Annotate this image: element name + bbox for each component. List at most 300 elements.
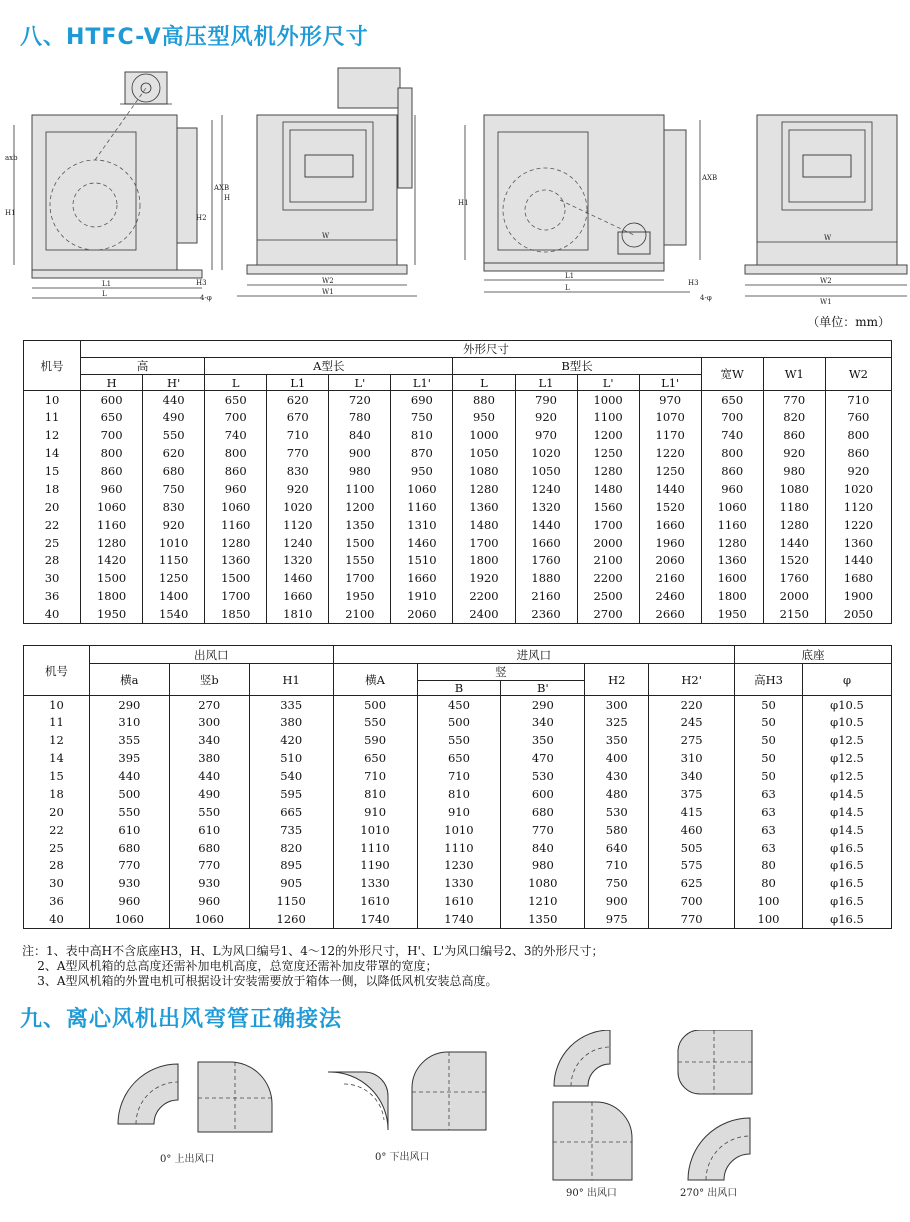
value-cell: 930 <box>169 874 249 892</box>
value-cell: 740 <box>701 426 763 444</box>
subheader-cell: L1' <box>639 375 701 391</box>
value-cell: 80 <box>735 874 803 892</box>
header-outlet: 出风口 <box>89 646 333 664</box>
value-cell: 2160 <box>639 569 701 587</box>
value-cell: 700 <box>205 408 267 426</box>
value-cell: 335 <box>249 696 333 714</box>
value-cell: 1160 <box>391 498 453 516</box>
value-cell: 380 <box>169 749 249 767</box>
subheader-cell: L <box>205 375 267 391</box>
drawing-b-front <box>700 115 907 306</box>
value-cell: 1540 <box>143 605 205 623</box>
value-cell: 1120 <box>267 516 329 534</box>
value-cell: 840 <box>329 426 391 444</box>
table-row <box>24 462 892 480</box>
section-8-title: 八、HTFC-V高压型风机外形尺寸 <box>20 25 369 50</box>
value-cell: 930 <box>89 874 169 892</box>
value-cell: 1200 <box>577 426 639 444</box>
value-cell: 550 <box>417 731 501 749</box>
table-row <box>24 408 892 426</box>
value-cell: 540 <box>249 767 333 785</box>
value-cell: 1190 <box>333 857 417 875</box>
value-cell: 1440 <box>763 534 825 552</box>
value-cell: 920 <box>825 462 891 480</box>
label-b-L1: L1 <box>565 272 575 280</box>
value-cell: 1220 <box>639 444 701 462</box>
value-cell: 1260 <box>249 910 333 928</box>
value-cell: 1660 <box>267 587 329 605</box>
value-cell: 440 <box>89 767 169 785</box>
value-cell: 1280 <box>701 534 763 552</box>
header-inlet-B-prime: B' <box>501 681 585 696</box>
header-inlet-A: 横A <box>333 664 417 696</box>
value-cell: 770 <box>763 391 825 409</box>
table-row <box>24 821 892 839</box>
value-cell: 970 <box>515 426 577 444</box>
value-cell: 710 <box>417 767 501 785</box>
value-cell: 1360 <box>825 534 891 552</box>
header-h3: 高H3 <box>735 664 803 696</box>
value-cell: 780 <box>329 408 391 426</box>
value-cell: 2050 <box>825 605 891 623</box>
value-cell: 1010 <box>333 821 417 839</box>
label-W2: W2 <box>322 277 334 285</box>
value-cell: 1500 <box>329 534 391 552</box>
value-cell: 650 <box>417 749 501 767</box>
value-cell: 440 <box>169 767 249 785</box>
header-h2-prime: H2' <box>649 664 735 696</box>
value-cell: 50 <box>735 767 803 785</box>
value-cell: 1100 <box>577 408 639 426</box>
value-cell: 2400 <box>453 605 515 623</box>
value-cell: 1150 <box>249 892 333 910</box>
value-cell: 1170 <box>639 426 701 444</box>
value-cell: 500 <box>417 713 501 731</box>
value-cell: 1060 <box>169 910 249 928</box>
table-row <box>24 696 892 714</box>
elbow-270 <box>678 1030 752 1199</box>
value-cell: 1280 <box>577 462 639 480</box>
value-cell: φ16.5 <box>802 839 891 857</box>
value-cell: 2700 <box>577 605 639 623</box>
model-cell: 25 <box>24 534 81 552</box>
model-cell: 40 <box>24 910 90 928</box>
value-cell: 620 <box>143 444 205 462</box>
value-cell: 800 <box>825 426 891 444</box>
label-b-4phi: 4-φ <box>700 294 712 302</box>
value-cell: 595 <box>249 785 333 803</box>
value-cell: 625 <box>649 874 735 892</box>
value-cell: 1800 <box>701 587 763 605</box>
table-row <box>24 587 892 605</box>
value-cell: 860 <box>763 426 825 444</box>
value-cell: φ14.5 <box>802 803 891 821</box>
model-cell: 22 <box>24 516 81 534</box>
value-cell: 1950 <box>701 605 763 623</box>
value-cell: 220 <box>649 696 735 714</box>
model-cell: 40 <box>24 605 81 623</box>
value-cell: 1210 <box>501 892 585 910</box>
value-cell: 1440 <box>639 480 701 498</box>
value-cell: 1050 <box>453 444 515 462</box>
value-cell: 1250 <box>639 462 701 480</box>
model-cell: 10 <box>24 696 90 714</box>
elbow-0-up <box>118 1062 272 1165</box>
value-cell: 1660 <box>515 534 577 552</box>
value-cell: 300 <box>585 696 649 714</box>
value-cell: 770 <box>169 857 249 875</box>
value-cell: 710 <box>333 767 417 785</box>
value-cell: 470 <box>501 749 585 767</box>
header-outer-size: 外形尺寸 <box>81 341 892 358</box>
model-cell: 18 <box>24 480 81 498</box>
value-cell: 550 <box>89 803 169 821</box>
value-cell: 910 <box>417 803 501 821</box>
subheader-cell: L1' <box>391 375 453 391</box>
value-cell: 1400 <box>143 587 205 605</box>
value-cell: 600 <box>81 391 143 409</box>
value-cell: 710 <box>585 857 649 875</box>
value-cell: 80 <box>735 857 803 875</box>
header-inlet-B: B <box>417 681 501 696</box>
value-cell: 1250 <box>143 569 205 587</box>
elbow-90 <box>553 1030 632 1199</box>
value-cell: 2060 <box>639 552 701 570</box>
value-cell: 100 <box>735 892 803 910</box>
table-row <box>24 426 892 444</box>
value-cell: 50 <box>735 749 803 767</box>
table-row <box>24 892 892 910</box>
value-cell: 1520 <box>763 552 825 570</box>
value-cell: 610 <box>169 821 249 839</box>
value-cell: 770 <box>267 444 329 462</box>
value-cell: 1070 <box>639 408 701 426</box>
value-cell: 970 <box>639 391 701 409</box>
value-cell: 63 <box>735 803 803 821</box>
table-row <box>24 803 892 821</box>
label-AxB: AXB <box>214 184 230 192</box>
value-cell: 1800 <box>81 587 143 605</box>
value-cell: 1360 <box>701 552 763 570</box>
value-cell: φ12.5 <box>802 731 891 749</box>
value-cell: 700 <box>649 892 735 910</box>
value-cell: 270 <box>169 696 249 714</box>
value-cell: 340 <box>501 713 585 731</box>
value-cell: 1050 <box>515 462 577 480</box>
model-cell: 14 <box>24 749 90 767</box>
value-cell: 1020 <box>515 444 577 462</box>
value-cell: 63 <box>735 785 803 803</box>
value-cell: 920 <box>267 480 329 498</box>
model-cell: 11 <box>24 408 81 426</box>
table-row <box>24 857 892 875</box>
value-cell: 1060 <box>89 910 169 928</box>
value-cell: 1850 <box>205 605 267 623</box>
value-cell: 950 <box>453 408 515 426</box>
value-cell: 310 <box>649 749 735 767</box>
value-cell: 710 <box>825 391 891 409</box>
elbow-0-down <box>328 1052 486 1163</box>
value-cell: 100 <box>735 910 803 928</box>
notes-block <box>22 944 603 989</box>
value-cell: 700 <box>81 426 143 444</box>
table-row <box>24 605 892 623</box>
table-row <box>24 731 892 749</box>
value-cell: 1700 <box>577 516 639 534</box>
value-cell: 770 <box>649 910 735 928</box>
value-cell: 800 <box>81 444 143 462</box>
model-cell: 22 <box>24 821 90 839</box>
value-cell: φ14.5 <box>802 785 891 803</box>
value-cell: 650 <box>333 749 417 767</box>
note-1: 注：1、表中高H不含底座H3，H、L为风口编号1、4～12的外形尺寸，H'、L'为风口编号2、3的外形尺寸； <box>22 944 604 958</box>
label-b-H1: H1 <box>458 199 469 207</box>
label-4phi: 4-φ <box>200 294 212 302</box>
value-cell: 1700 <box>329 569 391 587</box>
value-cell: 920 <box>143 516 205 534</box>
model-cell: 15 <box>24 462 81 480</box>
value-cell: 1800 <box>453 552 515 570</box>
value-cell: 1280 <box>453 480 515 498</box>
section-9-title: 九、离心风机出风弯管正确接法 <box>20 1007 343 1032</box>
value-cell: 680 <box>89 839 169 857</box>
value-cell: 1020 <box>825 480 891 498</box>
model-cell: 15 <box>24 767 90 785</box>
value-cell: 920 <box>515 408 577 426</box>
value-cell: 1320 <box>267 552 329 570</box>
label-b-W1: W1 <box>820 298 832 306</box>
value-cell: 870 <box>391 444 453 462</box>
value-cell: 760 <box>825 408 891 426</box>
value-cell: 950 <box>391 462 453 480</box>
subheader-cell: L' <box>329 375 391 391</box>
value-cell: 1060 <box>205 498 267 516</box>
value-cell: 275 <box>649 731 735 749</box>
value-cell: 415 <box>649 803 735 821</box>
value-cell: 1100 <box>329 480 391 498</box>
value-cell: 490 <box>143 408 205 426</box>
header-a-length: A型长 <box>205 358 453 375</box>
subheader-cell: L' <box>577 375 639 391</box>
value-cell: 2060 <box>391 605 453 623</box>
value-cell: 1000 <box>577 391 639 409</box>
value-cell: 1010 <box>143 534 205 552</box>
subheader-cell: L1 <box>267 375 329 391</box>
value-cell: φ12.5 <box>802 749 891 767</box>
caption-90: 90° 出风口 <box>566 1188 617 1199</box>
value-cell: 2160 <box>515 587 577 605</box>
subheader-cell: H <box>81 375 143 391</box>
subheader-cell: L1 <box>515 375 577 391</box>
label-L1: L1 <box>102 280 112 288</box>
value-cell: 905 <box>249 874 333 892</box>
value-cell: 550 <box>143 426 205 444</box>
label-H3: H3 <box>196 279 207 287</box>
header-w2: W2 <box>825 358 891 391</box>
value-cell: 980 <box>763 462 825 480</box>
value-cell: 1060 <box>81 498 143 516</box>
value-cell: φ16.5 <box>802 910 891 928</box>
header-height: 高 <box>81 358 205 375</box>
value-cell: 1740 <box>333 910 417 928</box>
table-row <box>24 498 892 516</box>
value-cell: 600 <box>501 785 585 803</box>
value-cell: 1900 <box>825 587 891 605</box>
value-cell: 1950 <box>329 587 391 605</box>
model-cell: 20 <box>24 498 81 516</box>
value-cell: 1250 <box>577 444 639 462</box>
value-cell: 460 <box>649 821 735 839</box>
value-cell: 2000 <box>763 587 825 605</box>
value-cell: 300 <box>169 713 249 731</box>
value-cell: 750 <box>585 874 649 892</box>
value-cell: φ10.5 <box>802 696 891 714</box>
table-row <box>24 767 892 785</box>
table-row <box>24 785 892 803</box>
table-row <box>24 534 892 552</box>
value-cell: 1420 <box>81 552 143 570</box>
value-cell: φ12.5 <box>802 767 891 785</box>
value-cell: 740 <box>205 426 267 444</box>
value-cell: 1160 <box>205 516 267 534</box>
header-phi: φ <box>802 664 891 696</box>
value-cell: 440 <box>143 391 205 409</box>
value-cell: 665 <box>249 803 333 821</box>
caption-270: 270° 出风口 <box>680 1188 738 1199</box>
value-cell: 1480 <box>577 480 639 498</box>
value-cell: 1330 <box>417 874 501 892</box>
port-dimension-table <box>23 645 892 929</box>
label-b-W: W <box>824 234 832 242</box>
value-cell: 505 <box>649 839 735 857</box>
value-cell: 575 <box>649 857 735 875</box>
header-h2: H2 <box>585 664 649 696</box>
value-cell: 910 <box>333 803 417 821</box>
drawing-a-front <box>200 68 417 302</box>
value-cell: 1760 <box>763 569 825 587</box>
value-cell: 2500 <box>577 587 639 605</box>
label-H2: H2 <box>196 214 207 222</box>
value-cell: 2100 <box>577 552 639 570</box>
label-axb: axb <box>5 154 18 162</box>
value-cell: 770 <box>89 857 169 875</box>
value-cell: 1010 <box>417 821 501 839</box>
value-cell: 900 <box>585 892 649 910</box>
value-cell: 750 <box>143 480 205 498</box>
value-cell: 980 <box>501 857 585 875</box>
value-cell: 1350 <box>329 516 391 534</box>
header-base: 底座 <box>735 646 892 664</box>
value-cell: 63 <box>735 821 803 839</box>
value-cell: 1880 <box>515 569 577 587</box>
value-cell: 830 <box>267 462 329 480</box>
value-cell: 830 <box>143 498 205 516</box>
label-W1: W1 <box>322 288 334 296</box>
model-cell: 14 <box>24 444 81 462</box>
table-row <box>24 552 892 570</box>
value-cell: 500 <box>89 785 169 803</box>
value-cell: 650 <box>205 391 267 409</box>
value-cell: 960 <box>701 480 763 498</box>
value-cell: 860 <box>701 462 763 480</box>
header-b-length: B型长 <box>453 358 701 375</box>
value-cell: 1500 <box>205 569 267 587</box>
model-cell: 30 <box>24 569 81 587</box>
model-cell: 10 <box>24 391 81 409</box>
value-cell: 1660 <box>639 516 701 534</box>
value-cell: 900 <box>329 444 391 462</box>
value-cell: 1500 <box>81 569 143 587</box>
model-cell: 12 <box>24 731 90 749</box>
value-cell: 700 <box>701 408 763 426</box>
value-cell: 610 <box>89 821 169 839</box>
value-cell: 530 <box>501 767 585 785</box>
value-cell: 800 <box>701 444 763 462</box>
value-cell: 1080 <box>453 462 515 480</box>
value-cell: 2660 <box>639 605 701 623</box>
value-cell: 1220 <box>825 516 891 534</box>
value-cell: 880 <box>453 391 515 409</box>
value-cell: 355 <box>89 731 169 749</box>
model-cell: 30 <box>24 874 90 892</box>
model-cell: 28 <box>24 552 81 570</box>
subheader-cell: H' <box>143 375 205 391</box>
unit-note: （单位：mm） <box>807 315 890 329</box>
value-cell: φ14.5 <box>802 821 891 839</box>
value-cell: 2200 <box>453 587 515 605</box>
header-outlet-a: 横a <box>89 664 169 696</box>
value-cell: 1680 <box>825 569 891 587</box>
value-cell: 340 <box>169 731 249 749</box>
drawing-b-side <box>458 115 717 292</box>
value-cell: 325 <box>585 713 649 731</box>
table-row <box>24 516 892 534</box>
model-cell: 20 <box>24 803 90 821</box>
value-cell: 1700 <box>205 587 267 605</box>
value-cell: 1330 <box>333 874 417 892</box>
value-cell: 2150 <box>763 605 825 623</box>
value-cell: 810 <box>391 426 453 444</box>
value-cell: 1810 <box>267 605 329 623</box>
value-cell: 1910 <box>391 587 453 605</box>
value-cell: φ16.5 <box>802 874 891 892</box>
value-cell: 1160 <box>81 516 143 534</box>
label-H: H <box>224 194 231 202</box>
value-cell: 2200 <box>577 569 639 587</box>
value-cell: 980 <box>329 462 391 480</box>
model-cell: 11 <box>24 713 90 731</box>
label-L: L <box>102 290 107 298</box>
value-cell: 500 <box>333 696 417 714</box>
model-cell: 25 <box>24 839 90 857</box>
value-cell: 310 <box>89 713 169 731</box>
table-row <box>24 569 892 587</box>
value-cell: 2000 <box>577 534 639 552</box>
value-cell: 50 <box>735 696 803 714</box>
value-cell: 1080 <box>501 874 585 892</box>
value-cell: 1060 <box>391 480 453 498</box>
value-cell: 960 <box>205 480 267 498</box>
value-cell: 1610 <box>333 892 417 910</box>
value-cell: 735 <box>249 821 333 839</box>
value-cell: 810 <box>417 785 501 803</box>
value-cell: 2100 <box>329 605 391 623</box>
value-cell: 50 <box>735 731 803 749</box>
value-cell: 395 <box>89 749 169 767</box>
value-cell: 1760 <box>515 552 577 570</box>
value-cell: 1510 <box>391 552 453 570</box>
value-cell: 860 <box>81 462 143 480</box>
